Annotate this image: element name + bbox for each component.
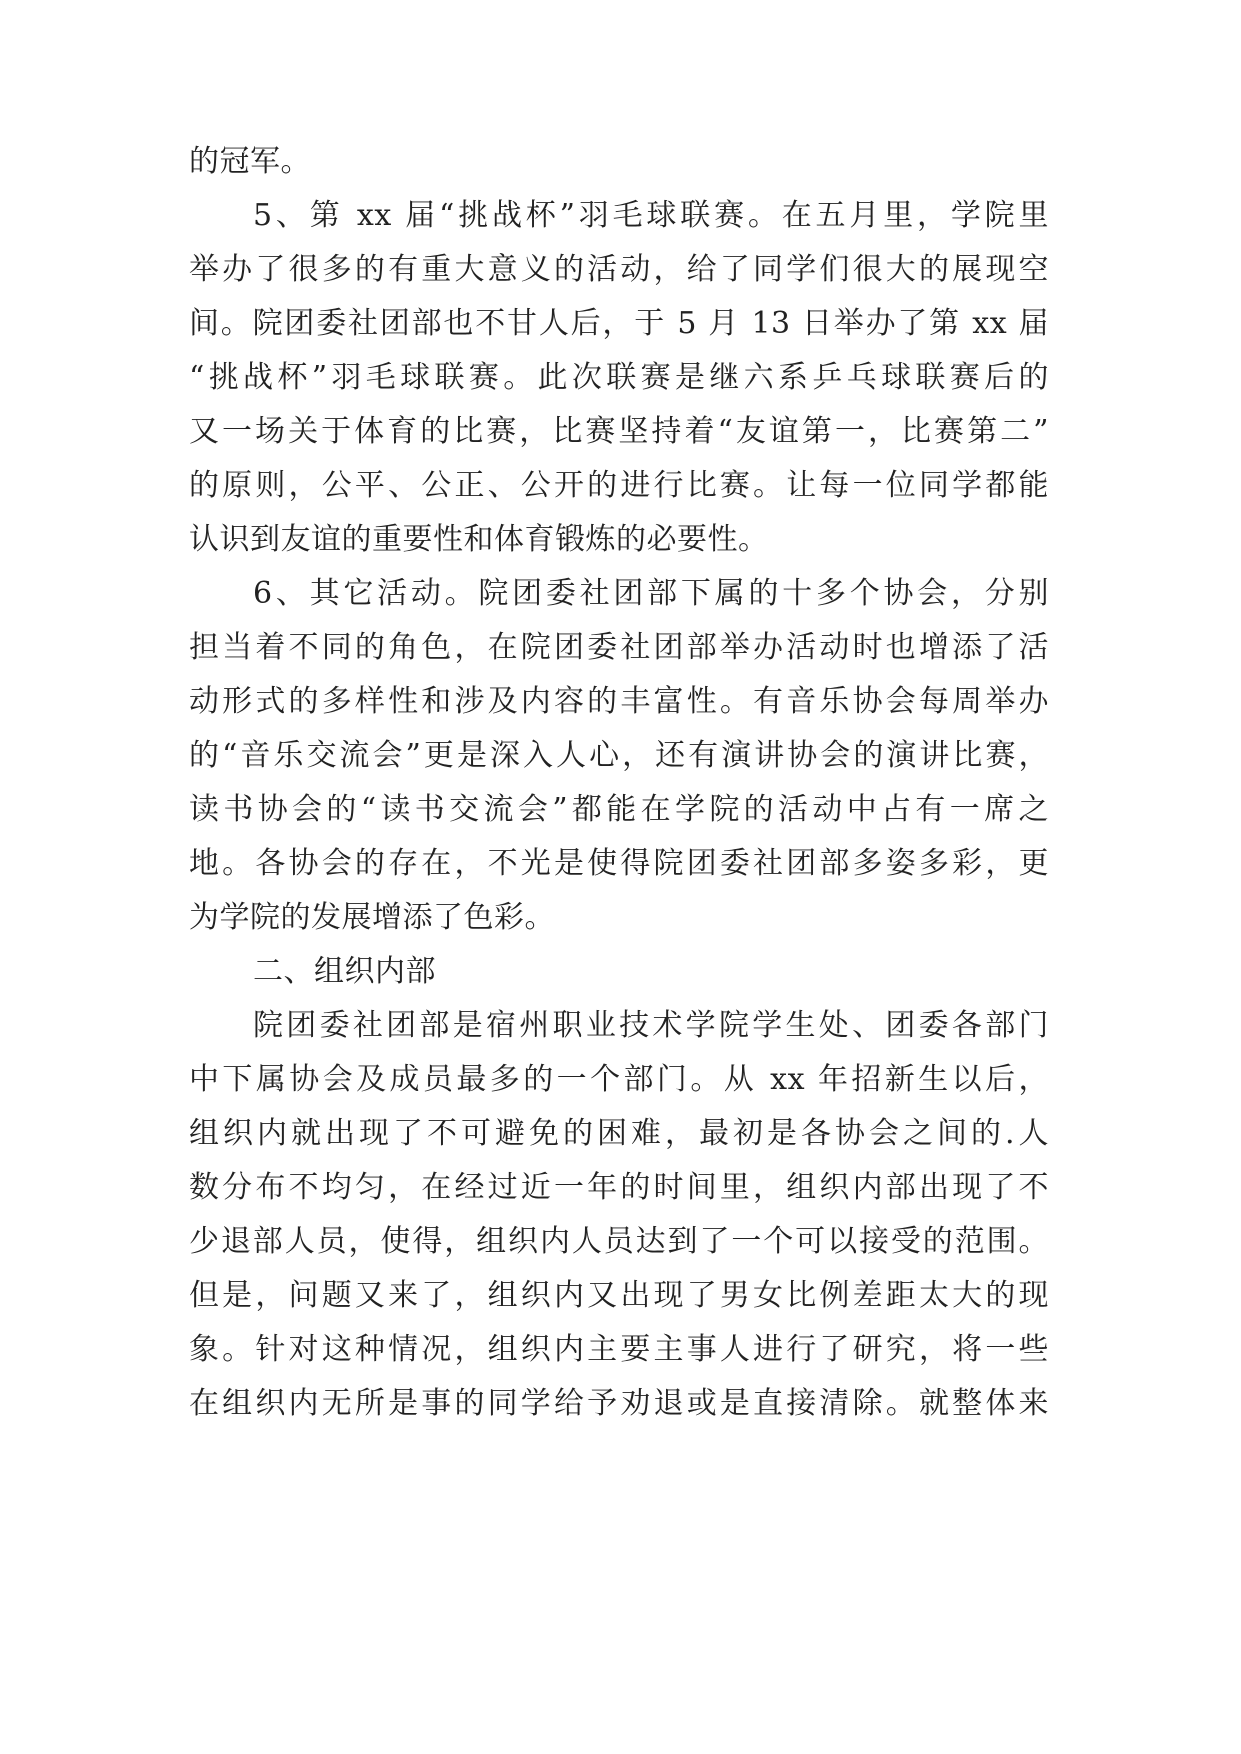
text-line: 担当着不同的角色，在院团委社团部举办活动时也增添了活 bbox=[189, 630, 1049, 665]
section-heading: 二、组织内部 bbox=[253, 954, 436, 989]
text-line: 但是，问题又来了，组织内又出现了男女比例差距太大的现 bbox=[189, 1278, 1049, 1313]
text-line: “挑战杯”羽毛球联赛。此次联赛是继六系乒乓球联赛后的 bbox=[189, 360, 1049, 395]
text-line: 读书协会的“读书交流会”都能在学院的活动中占有一席之 bbox=[189, 792, 1049, 827]
text-line: 的原则，公平、公正、公开的进行比赛。让每一位同学都能 bbox=[189, 468, 1049, 503]
text-line: 间。院团委社团部也不甘人后，于 5 月 13 日举办了第 xx 届 bbox=[189, 306, 1049, 341]
text-line: 为学院的发展增添了色彩。 bbox=[189, 900, 555, 935]
text-line: 组织内就出现了不可避免的困难，最初是各协会之间的.人 bbox=[189, 1116, 1049, 1151]
text-line: 又一场关于体育的比赛，比赛坚持着“友谊第一，比赛第二” bbox=[189, 414, 1049, 449]
text-line: 中下属协会及成员最多的一个部门。从 xx 年招新生以后， bbox=[189, 1062, 1049, 1097]
text-line: 认识到友谊的重要性和体育锻炼的必要性。 bbox=[189, 522, 769, 557]
text-line: 6、其它活动。院团委社团部下属的十多个协会，分别 bbox=[253, 576, 1049, 611]
text-line: 象。针对这种情况，组织内主要主事人进行了研究，将一些 bbox=[189, 1332, 1049, 1367]
text-line: 院团委社团部是宿州职业技术学院学生处、团委各部门 bbox=[253, 1008, 1049, 1043]
text-line: 举办了很多的有重大意义的活动，给了同学们很大的展现空 bbox=[189, 252, 1049, 287]
text-line: 5、第 xx 届“挑战杯”羽毛球联赛。在五月里，学院里 bbox=[253, 198, 1049, 233]
text-line: 的“音乐交流会”更是深入人心，还有演讲协会的演讲比赛， bbox=[189, 738, 1049, 773]
text-line: 少退部人员，使得，组织内人员达到了一个可以接受的范围。 bbox=[189, 1224, 1049, 1259]
text-line: 地。各协会的存在，不光是使得院团委社团部多姿多彩，更 bbox=[189, 846, 1049, 881]
text-line: 的冠军。 bbox=[189, 144, 311, 179]
text-line: 在组织内无所是事的同学给予劝退或是直接清除。就整体来 bbox=[189, 1386, 1049, 1421]
text-line: 数分布不均匀，在经过近一年的时间里，组织内部出现了不 bbox=[189, 1170, 1049, 1205]
text-line: 动形式的多样性和涉及内容的丰富性。有音乐协会每周举办 bbox=[189, 684, 1049, 719]
